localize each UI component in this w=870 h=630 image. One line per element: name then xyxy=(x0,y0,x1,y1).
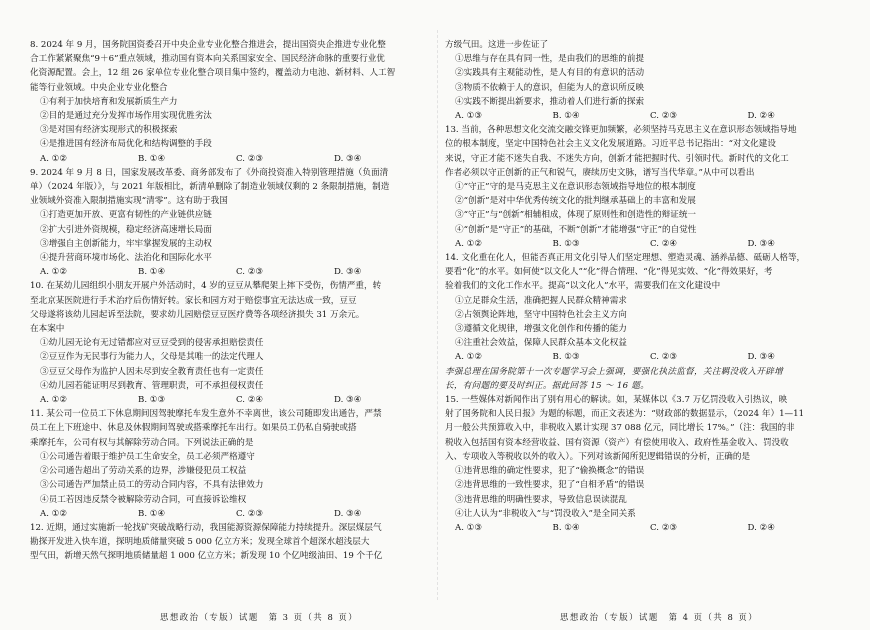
text-line: 验着我们的文化工作水平。提高“以文化人”水平，需要我们在文化建设中 xyxy=(445,281,721,292)
answer-choice: C. ②③ xyxy=(236,153,264,164)
text-line: 合工作紧紧聚焦“9＋6”重点领域，推动国有资本向关系国家安全、国民经济命脉的重要行业优 xyxy=(30,54,385,65)
option-line: ④“创新”是“守正”的基础，不断“创新”才能增强“守正”的自觉性 xyxy=(455,224,697,235)
answer-choice: A. ①③ xyxy=(455,522,483,533)
answer-choice: B. ①③ xyxy=(552,238,580,249)
answer-choice: B. ①④ xyxy=(138,267,166,278)
question-stem: 12. 近期，通过实施新一轮找矿突破战略行动，我国能源资源保障能力持续提升。深层煤层气 xyxy=(30,522,382,533)
text-line: 单）（2024 年版）》，与 2021 年版相比，新清单删除了制造业领域仅剩的 2 条限制措施，制造 xyxy=(30,182,390,193)
answer-choices xyxy=(30,152,435,166)
option-line: ①立足群众生活，准确把握人民群众精神需求 xyxy=(455,295,627,306)
answer-choices xyxy=(445,350,845,364)
option-line: ①打造更加开放、更富有韧性的产业链供应链 xyxy=(40,210,212,221)
answer-choices xyxy=(445,109,845,123)
option-line: ②占领舆论阵地，坚守中国特色社会主义方向 xyxy=(455,309,627,320)
answer-choice: C. ②③ xyxy=(650,522,678,533)
answer-choices xyxy=(30,507,435,521)
question-stem: 15. 一些媒体对新闻作出了别有用心的解读。如，某媒体以《3.7 万亿罚没收入引热议，映 xyxy=(445,395,788,406)
footer-left: 思想政治（专版）试题 第 3 页（共 8 页） xyxy=(160,612,359,622)
answer-choice: C. ②④ xyxy=(650,238,678,249)
text-line: 来说，守正才能不迷失自我、不迷失方向，创新才能把握时代、引领时代。新时代的文化工 xyxy=(445,153,789,164)
option-line: ④幼儿园若能证明尽到教育、管理职责，可不承担侵权责任 xyxy=(40,380,264,391)
answer-choice: B. ①③ xyxy=(138,395,166,406)
text-line: 射了国务院和人民日报》为题的标题，而正文表述为：“财政部的数据显示，（2024 年）1—11 xyxy=(445,409,805,420)
option-line: ④实践不断提出新要求，推动着人们进行新的探索 xyxy=(455,96,645,107)
option-line: ③遵循文化规律，增强文化创作和传播的能力 xyxy=(455,324,627,335)
option-line: ③公司通告严加禁止员工的劳动合同内容，不具有法律效力 xyxy=(40,480,264,491)
text-line: 勘探开发进入快车道，探明地质储量突破 5 000 亿立方米；发现全球首个超深水超浅层大 xyxy=(30,537,370,548)
option-line: ①幼儿园无论有无过错都应对豆豆受到的侵害承担赔偿责任 xyxy=(40,338,264,349)
text-line: 业领域外资准入限制措施实现“清零”。这有助于我国 xyxy=(30,196,228,207)
text-line: 型气田，新增天然气探明地质储量超 1 000 亿立方米；新发现 10 个亿吨级油田、19 个千亿 xyxy=(30,551,383,562)
option-line: ②“创新”是对中华优秀传统文化的批判继承基础上的丰富和发展 xyxy=(455,196,696,207)
option-line: ②豆豆作为无民事行为能力人，父母是其唯一的法定代理人 xyxy=(40,352,264,363)
text-line: 位的根本制度，坚定中国特色社会主义文化发展道路。习近平总书记指出：“对文化建设 xyxy=(445,139,776,150)
right-column xyxy=(445,38,845,535)
option-line: ③违背思维的明确性要求，导致信息误读混乱 xyxy=(455,494,627,505)
text-line: 父母遂将该幼儿园起诉至法院，要求幼儿园赔偿豆豆医疗费等各项经济损失 31 万余元。 xyxy=(30,309,365,320)
text-line: 员工在上下班途中、休息及休假期间驾驶或搭乘摩托车出行。如果员工仍私自骑驶或搭 xyxy=(30,423,357,434)
text-line: 要看“化”的水平。如何使“以文化人”“化”得合情理、“化”得见实效、“化”得效果好，考 xyxy=(445,267,773,278)
text-line: 至北京某医院进行手术治疗后伤情好转。家长和园方对于赔偿事宜无法达成一致，豆豆 xyxy=(30,295,357,306)
option-line: ①违背思维的确定性要求，犯了“偷换概念”的错误 xyxy=(455,466,645,477)
answer-choice: B. ①④ xyxy=(552,522,580,533)
question-stem: 11. 某公司一位员工下休息期间因驾驶摩托车发生意外不幸离世，该公司随即发出通告，严禁 xyxy=(30,409,382,420)
option-line: ③豆豆父母作为监护人因未尽到安全教育责任也有一定责任 xyxy=(40,366,264,377)
footer-right: 思想政治（专版）试题 第 4 页（共 8 页） xyxy=(560,612,759,622)
text-line: 月一般公共预算收入中，非税收入累计实现 37 088 亿元，同比增长 17%。”（注：我国的非 xyxy=(445,423,795,434)
answer-choices xyxy=(445,521,845,535)
answer-choices xyxy=(30,393,435,407)
text-line: 能等行业领域。中央企业专业化整合 xyxy=(30,82,168,93)
option-line: ①思维与存在具有同一性，是由我们的思维的前提 xyxy=(455,54,645,65)
text-line: 乘摩托车，公司有权与其解除劳动合同。下列说法正确的是 xyxy=(30,437,254,448)
option-line: ④是推进国有经济布局优化和结构调整的手段 xyxy=(40,139,212,150)
answer-choice: A. ①② xyxy=(455,238,483,249)
text-line: 入、专项收入等税收以外的收入）。下列对该新闻所犯逻辑错误的分析，正确的是 xyxy=(445,451,751,462)
answer-choice: C. ②④ xyxy=(236,395,264,406)
answer-choice: D. ③④ xyxy=(334,153,362,164)
text-line: 税收入包括国有资本经营收益、国有资源（资产）有偿使用收入、政府性基金收入、罚没收 xyxy=(445,437,789,448)
page-divider xyxy=(437,30,438,600)
left-column xyxy=(30,38,435,564)
option-line: ③增强自主创新能力，牢牢掌握发展的主动权 xyxy=(40,238,212,249)
question-stem: 13. 当前，各种思想文化交流交融交锋更加频繁，必须坚持马克思主义在意识形态领域指导地 xyxy=(445,125,797,136)
option-line: ①“守正”守的是马克思主义在意识形态领域指导地位的根本制度 xyxy=(455,182,696,193)
option-line: ②扩大引进外资规模，稳定经济高速增长局面 xyxy=(40,224,212,235)
answer-choice: A. ①③ xyxy=(455,111,483,122)
question-stem: 8. 2024 年 9 月，国务院国资委召开中央企业专业化整合推进会，提出国资央企推进专业化整 xyxy=(30,40,386,50)
option-line: ②违背思维的一致性要求，犯了“自相矛盾”的错误 xyxy=(455,480,645,491)
option-line: ④提升营商环境市场化、法治化和国际化水平 xyxy=(40,253,212,264)
answer-choices xyxy=(445,237,845,251)
text-line: 方级气田。这进一步佐证了 xyxy=(445,40,549,50)
answer-choice: A. ①② xyxy=(40,267,68,278)
text-line: 长，有问题的要及时纠正。据此回答 15 ～ 16 题。 xyxy=(445,380,650,391)
option-line: ②实践具有主观能动性，是人有目的有意识的活动 xyxy=(455,68,645,79)
answer-choices xyxy=(30,265,435,279)
answer-choice: A. ①② xyxy=(40,508,68,519)
answer-choice: B. ①④ xyxy=(138,508,166,519)
answer-choice: D. ③④ xyxy=(334,267,362,278)
option-line: ②公司通告超出了劳动关系的边界，涉嫌侵犯员工权益 xyxy=(40,466,247,477)
answer-choice: D. ②④ xyxy=(747,522,775,533)
option-line: ③是对国有经济实现形式的积极探索 xyxy=(40,125,178,136)
answer-choice: D. ③④ xyxy=(334,395,362,406)
answer-choice: B. ①④ xyxy=(552,111,580,122)
option-line: ②目的是通过充分发挥市场作用实现优胜劣汰 xyxy=(40,111,212,122)
answer-choice: A. ①② xyxy=(455,352,483,363)
question-stem: 10. 在某幼儿园组织小朋友开展户外活动时，4 岁的豆豆从攀爬架上摔下受伤，伤情严重，转 xyxy=(30,281,382,292)
text-line: 化资源配置。会上，12 组 26 家单位专业化整合项目集中签约，覆盖动力电池、新材料、人工智 xyxy=(30,68,396,79)
answer-choice: C. ②③ xyxy=(236,267,264,278)
question-stem: 9. 2024 年 9 月 8 日，国家发展改革委、商务部发布了《外商投资准入特别管理措施（负面清 xyxy=(30,167,389,178)
option-line: ①公司通告着眼于维护员工生命安全，员工必须严格遵守 xyxy=(40,451,255,462)
question-stem: 14. 文化重在化人，但能否真正用文化引导人们坚定理想、塑造灵魂、涵养品德、砥砺人格等， xyxy=(445,253,806,264)
answer-choice: D. ③④ xyxy=(334,508,362,519)
answer-choice: D. ②④ xyxy=(747,111,775,122)
answer-choice: C. ②③ xyxy=(650,352,678,363)
option-line: ①有利于加快培育和发展新质生产力 xyxy=(40,96,178,107)
text-line: 在本案中 xyxy=(30,324,65,335)
answer-choice: B. ①④ xyxy=(138,153,166,164)
answer-choice: D. ③④ xyxy=(747,238,775,249)
option-line: ④注重社会效益，保障人民群众基本文化权益 xyxy=(455,338,627,349)
option-line: ④员工若因违反禁令被解除劳动合同，可直接诉讼维权 xyxy=(40,494,247,505)
answer-choice: C. ②③ xyxy=(650,111,678,122)
answer-choice: B. ①③ xyxy=(552,352,580,363)
answer-choice: D. ③④ xyxy=(747,352,775,363)
answer-choice: A. ①② xyxy=(40,395,68,406)
option-line: ③物质不依赖于人的意识，但能为人的意识所反映 xyxy=(455,82,645,93)
option-line: ④让人认为“非税收入”与“罚没收入”是全同关系 xyxy=(455,508,636,519)
option-line: ③“守正”与“创新”相辅相成，体现了原则性和创造性的辩证统一 xyxy=(455,210,697,221)
answer-choice: C. ②③ xyxy=(236,508,264,519)
text-line: 李强总理在国务院第十一次专题学习会上强调，要强化执法监督，关注羁没收入开辟增 xyxy=(445,366,783,377)
answer-choice: A. ①② xyxy=(40,153,68,164)
text-line: 作者必须以守正创新的正气和锐气，赓续历史文脉，谱写当代华章。”从中可以看出 xyxy=(445,167,755,178)
